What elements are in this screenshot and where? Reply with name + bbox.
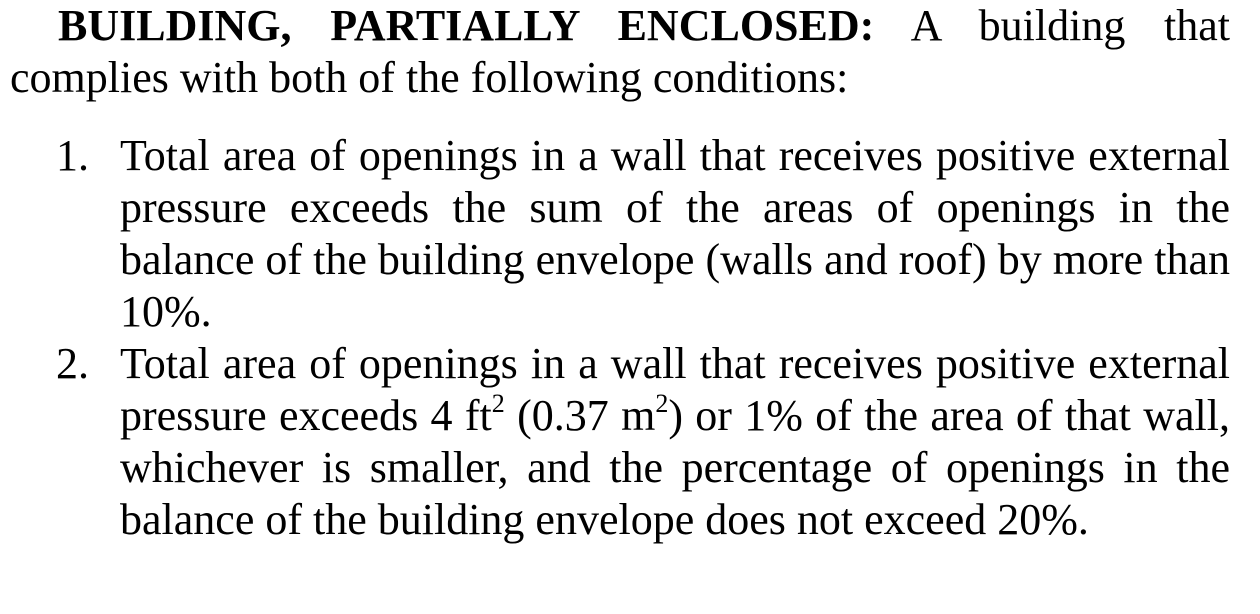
superscript-exponent: 2 — [655, 389, 669, 419]
conditions-list — [10, 130, 1230, 546]
condition-number: 1. — [56, 131, 89, 180]
condition-text-part: Total area of openings in a wall that receives positive external pressure exceeds 4 ft — [120, 339, 1230, 440]
definition-text: A building that complies with both of the following conditions: — [10, 1, 1231, 102]
condition-text-part: (0.37 m — [504, 391, 656, 440]
condition-number: 2. — [56, 339, 89, 388]
definition-term: BUILDING, PARTIALLY ENCLOSED: — [58, 1, 875, 50]
superscript-exponent: 2 — [491, 389, 505, 419]
definition-paragraph — [10, 0, 1230, 104]
condition-item — [10, 338, 1230, 546]
condition-item — [10, 130, 1230, 338]
condition-text: Total area of openings in a wall that receives positive external pressure exceeds the sum of the areas of openings in the balance of the building envelope (walls and roof) by more than 10%. — [120, 131, 1230, 336]
condition-text-part: ) or 1% of the area of that wall, whichever is smaller, and the percentage of openings in the balance of the building envelope does not exceed 20%. — [120, 391, 1230, 544]
